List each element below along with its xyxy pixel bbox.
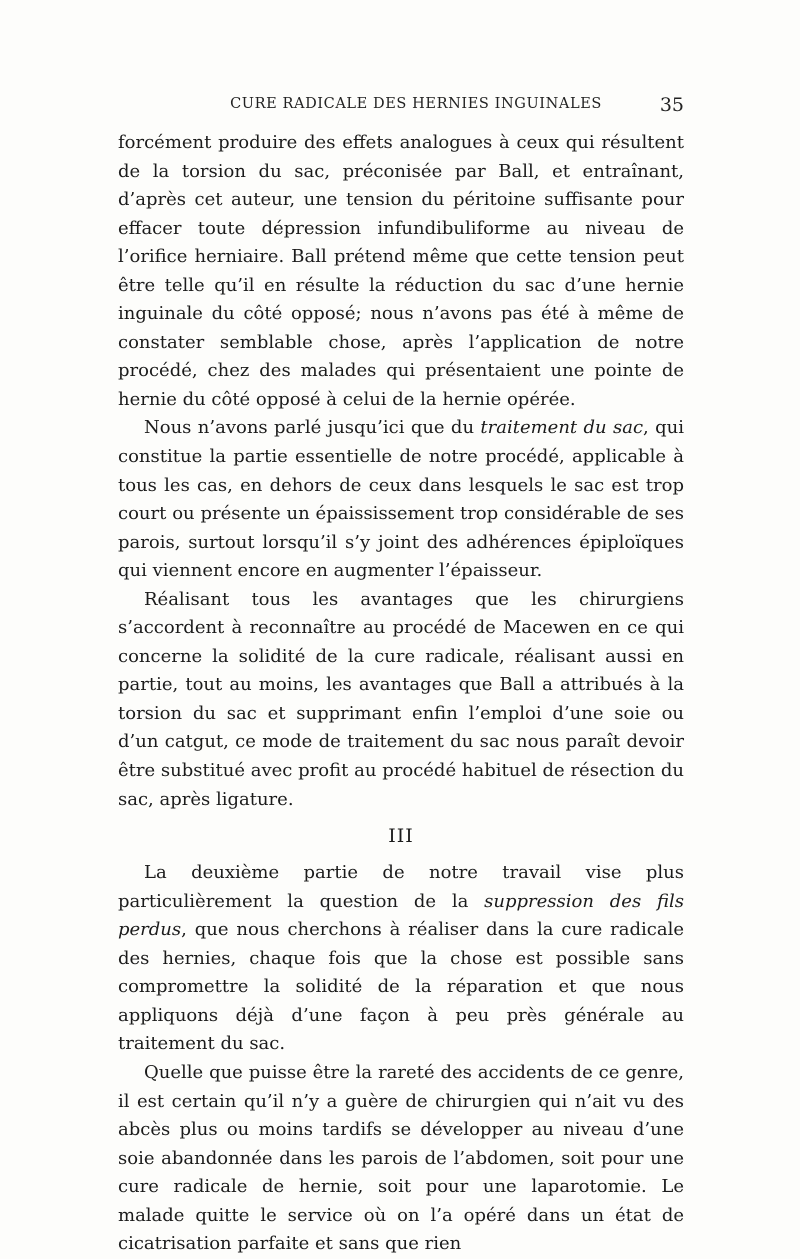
paragraph-2-emphasis: traitement du sac: [480, 417, 644, 439]
paragraph-3: [118, 586, 684, 814]
paragraph-5-text: Quelle que puisse être la rareté des accidents de ce genre, il est certain qu’il n’y a guère de chirurgien qui n’ait vu des abcès plus ou moins tardifs se développer au niveau d’une soie abandonnée dans les parois de l’abdomen, soit pour une cure radicale de hernie, soit pour une laparotomie. Le malade quitte le service où on l’a opéré dans un état de cicatrisation parfaite et sans que rien: [118, 1061, 684, 1255]
paragraph-2-text-end: , qui constitue la partie essentielle de notre procédé, applicable à tous les cas, en dehors de ceux dans lesquels le sac est trop court ou présente un épaississement trop considérable de ses parois, surtout lorsqu’il s’y joint des adhérences épiploïques qui viennent encore en augmenter l’épaisseur.: [118, 417, 684, 582]
body-text: [118, 129, 684, 1259]
paragraph-2-text-start: Nous n’avons parlé jusqu’ici que du: [144, 417, 481, 439]
paragraph-2: [118, 414, 684, 585]
running-head: [118, 96, 684, 122]
paragraph-1: [118, 129, 684, 414]
paragraph-4: [118, 859, 684, 1059]
paragraph-3-text: Réalisant tous les avantages que les chirurgiens s’accordent à reconnaître au procédé de Macewen en ce qui concerne la solidité de la cure radicale, réalisant aussi en partie, tout au moins, les avantages que Ball a attribués à la torsion du sac et supprimant enfin l’emploi d’une soie ou d’un catgut, ce mode de traitement du sac nous paraît devoir être substitué avec profit au procédé habituel de résection du sac, après ligature.: [118, 588, 684, 810]
paragraph-4-text-start: La deuxième partie de notre travail vise plus particulièrement la question de la: [118, 862, 684, 912]
paragraph-4-text-end: , que nous cherchons à réaliser dans la cure radicale des hernies, chaque fois que la chose est possible sans compromettre la solidité de la réparation et que nous appliquons déjà d’une façon à peu près générale au traitement du sac.: [118, 919, 684, 1055]
page-number: 35: [659, 94, 684, 116]
paragraph-5: [118, 1059, 684, 1259]
section-number: III: [388, 825, 414, 848]
paragraph-4-emphasis: suppression des fils perdus: [118, 890, 684, 941]
paragraph-1-text: forcément produire des effets analogues à ceux qui résultent de la torsion du sac, préconisée par Ball, et entraînant, d’après cet auteur, une tension du péritoine suffisante pour effacer toute dépression infundibuliforme au niveau de l’orifice herniaire. Ball prétend même que cette tension peut être telle qu’il en résulte la réduction du sac d’une hernie inguinale du côté opposé; nous n’avons pas été à même de constater semblable chose, après l’application de notre procédé, chez des malades qui présentaient une pointe de hernie du côté opposé à celui de la hernie opérée.: [118, 132, 684, 410]
running-title: CURE RADICALE DES HERNIES INGUINALES: [230, 96, 602, 112]
